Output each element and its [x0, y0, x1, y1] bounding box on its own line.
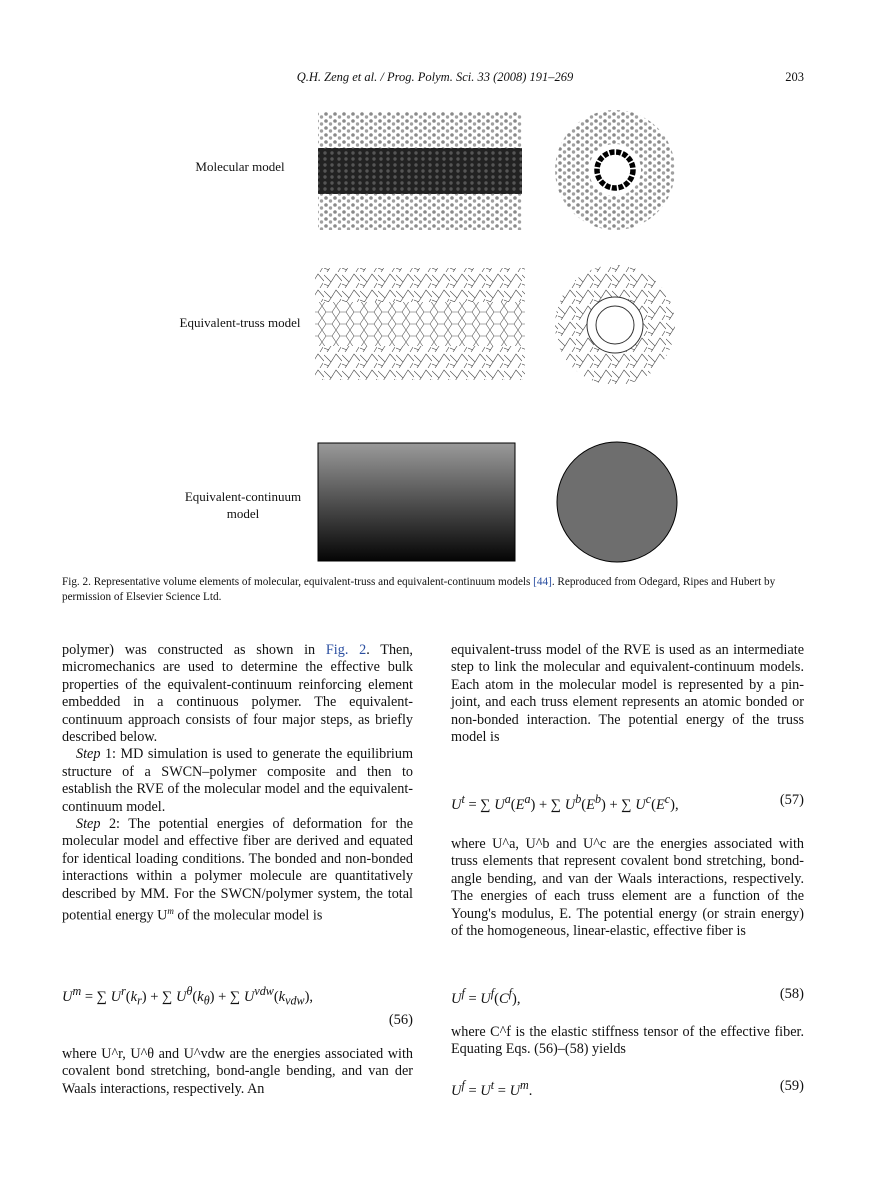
molecular-model-side-view [318, 112, 522, 230]
equation-59: $U^f = U^t = U^m$. (59) [451, 1078, 804, 1099]
truss-model-end-view [555, 265, 675, 385]
equation-58-number: (58) [779, 986, 804, 1002]
continuum-model-side-view [318, 443, 515, 561]
equation-57-number: (57) [779, 792, 804, 808]
figure-caption: Fig. 2. Representative volume elements of molecular, equivalent-truss and equivalent-continuum models [44]. Reproduced from Odegard, Ripes and Hubert by permission of Elsevier Science Ltd. [62, 576, 776, 603]
right-paragraph-3: where C^f is the elastic stiffness tensor of the effective fiber. Equating Eqs. (56)–(58) yields [451, 1024, 804, 1058]
equation-56: $U^m$ = ∑ $U^r(k_r)$ + ∑ $U^\theta(k_\theta)$ + ∑ $U^{vdw}(k_{vdw})$, [62, 984, 314, 1008]
fig-2-link[interactable]: Fig. 2 [325, 642, 367, 658]
molecular-model-end-view [555, 110, 675, 230]
right-paragraph-2: where U^a, U^b and U^c are the energies associated with truss elements that represent covalent bond stretching, bond-angle bending, and van der Waals interactions, respectively. The energies of each truss element are a function of the Young's modulus, E. The potential energy (or strain energy) of the homogeneous, linear-elastic, effective fiber is [451, 836, 804, 940]
left-column [62, 642, 413, 925]
equation-58: $U^f = U^f(C^f)$, (58) [451, 986, 804, 1007]
right-paragraph-1: equivalent-truss model of the RVE is used as an intermediate step to link the molecular and equivalent-continuum models. Each atom in the molecular model is represented by a pin-joint, and each truss element represents an atomic bonded or non-bonded interaction. The potential energy of the truss model is [451, 642, 804, 746]
row-label-molecular: Molecular model [195, 159, 285, 174]
left-paragraph-1: polymer) was constructed as shown in Fig. 2. Then, micromechanics are used to determine the effective bulk properties of the equivalent-continuum reinforcing element embedded in a continuous polymer. The equivalent-continuum approach consists of four major steps, as briefly described below. [62, 642, 413, 746]
equation-59-number: (59) [779, 1078, 804, 1094]
step-1-paragraph: Step 1: MD simulation is used to generate the equilibrium structure of a SWCN–polymer composite and then to establish the RVE of the molecular model and the equivalent-continuum model. [62, 746, 413, 815]
row-label-continuum: Equivalent-continuum model [184, 489, 302, 521]
step-2-paragraph: Step 2: The potential energies of deformation for the molecular model and effective fiber are derived and equated for identical loading conditions. The bonded and non-bonded interactions within a polymer molecule are quantitatively described by MM. For the SWCN/polymer system, the total potential energy $U^m$ of the molecular model is [62, 816, 413, 924]
truss-model-side-view [315, 268, 525, 380]
continuum-model-end-view [557, 442, 677, 562]
journal-citation: Q.H. Zeng et al. / Prog. Polym. Sci. 33 (2008) 191–269 [296, 70, 574, 84]
caption-reference-link[interactable]: [44] [533, 576, 552, 588]
equation-56-number: (56) [388, 1012, 413, 1028]
row-label-truss: Equivalent-truss model [179, 315, 301, 330]
page-number: 203 [785, 70, 804, 84]
equation-57: $U^t$ = ∑ $U^a(E^a)$ + ∑ $U^b(E^b)$ + ∑ $U^c(E^c)$, (57) [451, 792, 804, 813]
left-paragraph-3: where U^r, U^θ and U^vdw are the energies associated with covalent bond stretching, bond-angle bending, and van der Waals interactions, respectively. An [62, 1046, 413, 1097]
